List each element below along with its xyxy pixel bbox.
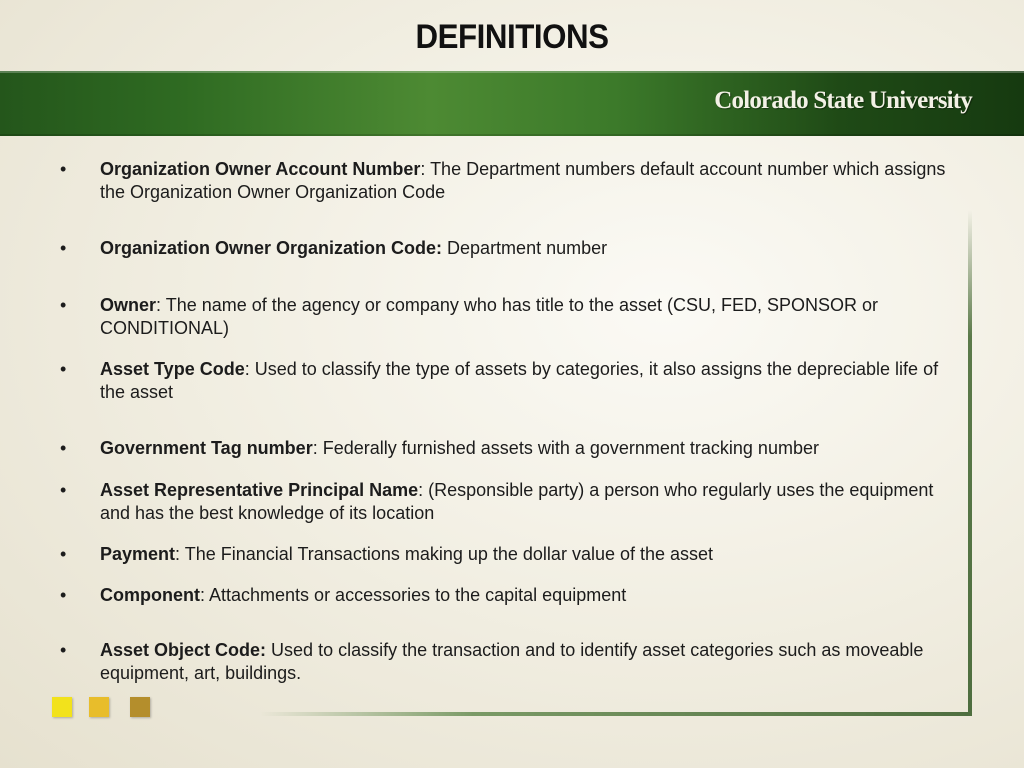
definition-item xyxy=(60,639,950,685)
definition-separator: : xyxy=(420,159,426,179)
bullet-icon: • xyxy=(60,295,67,315)
definition-item xyxy=(60,158,950,204)
bullet-icon: • xyxy=(60,238,67,258)
definition-term: Organization Owner Organization Code: xyxy=(100,238,443,258)
definition-item xyxy=(60,584,950,607)
definition-item xyxy=(60,479,950,525)
definition-item xyxy=(60,437,950,460)
definition-term: Government Tag number xyxy=(100,438,313,458)
definition-term: Asset Type Code xyxy=(100,359,245,379)
page-title: DEFINITIONS xyxy=(415,18,609,56)
definition-text: Attachments or accessories to the capital equipment xyxy=(205,585,627,605)
bullet-icon: • xyxy=(60,640,67,660)
definition-term: Owner xyxy=(100,295,157,315)
definition-text: Used to classify the type of assets by categories, it also assigns the depreciable life of the asset xyxy=(100,359,939,402)
definition-separator: : xyxy=(312,438,318,458)
definition-item xyxy=(60,237,950,260)
csu-logo: Colorado State University xyxy=(714,87,972,114)
definition-item xyxy=(60,294,950,340)
definition-separator: : xyxy=(156,295,162,315)
definition-text: Federally furnished assets with a government tracking number xyxy=(317,438,819,458)
bullet-icon: • xyxy=(60,544,67,564)
definition-text: The Department numbers default account number which assigns the Organization Owner Organization Code xyxy=(100,159,946,202)
definition-separator: : xyxy=(199,585,205,605)
definition-text: (Responsible party) a person who regularly uses the equipment and has the best knowledge of its location xyxy=(100,480,934,523)
definition-separator: : xyxy=(244,359,250,379)
definition-separator: : xyxy=(418,480,424,500)
definition-term: Payment xyxy=(100,544,176,564)
bullet-icon: • xyxy=(60,159,67,179)
definition-separator: : xyxy=(175,544,181,564)
definition-text: The name of the agency or company who has title to the asset (CSU, FED, SPONSOR or CONDITIONAL) xyxy=(100,295,879,338)
definition-term: Organization Owner Account Number xyxy=(100,159,421,179)
definition-text: Used to classify the transaction and to identify asset categories such as moveable equipment, art, buildings. xyxy=(100,640,924,683)
definition-text: Department number xyxy=(442,238,608,258)
definition-item xyxy=(60,358,950,404)
definition-term: Component xyxy=(100,585,200,605)
definition-term: Asset Representative Principal Name xyxy=(100,480,419,500)
bullet-icon: • xyxy=(60,359,67,379)
definition-text: The Financial Transactions making up the dollar value of the asset xyxy=(180,544,714,564)
bullet-icon: • xyxy=(60,585,67,605)
bullet-icon: • xyxy=(60,438,67,458)
definition-item xyxy=(60,543,950,566)
definition-term: Asset Object Code: xyxy=(100,640,267,660)
bullet-icon: • xyxy=(60,480,67,500)
